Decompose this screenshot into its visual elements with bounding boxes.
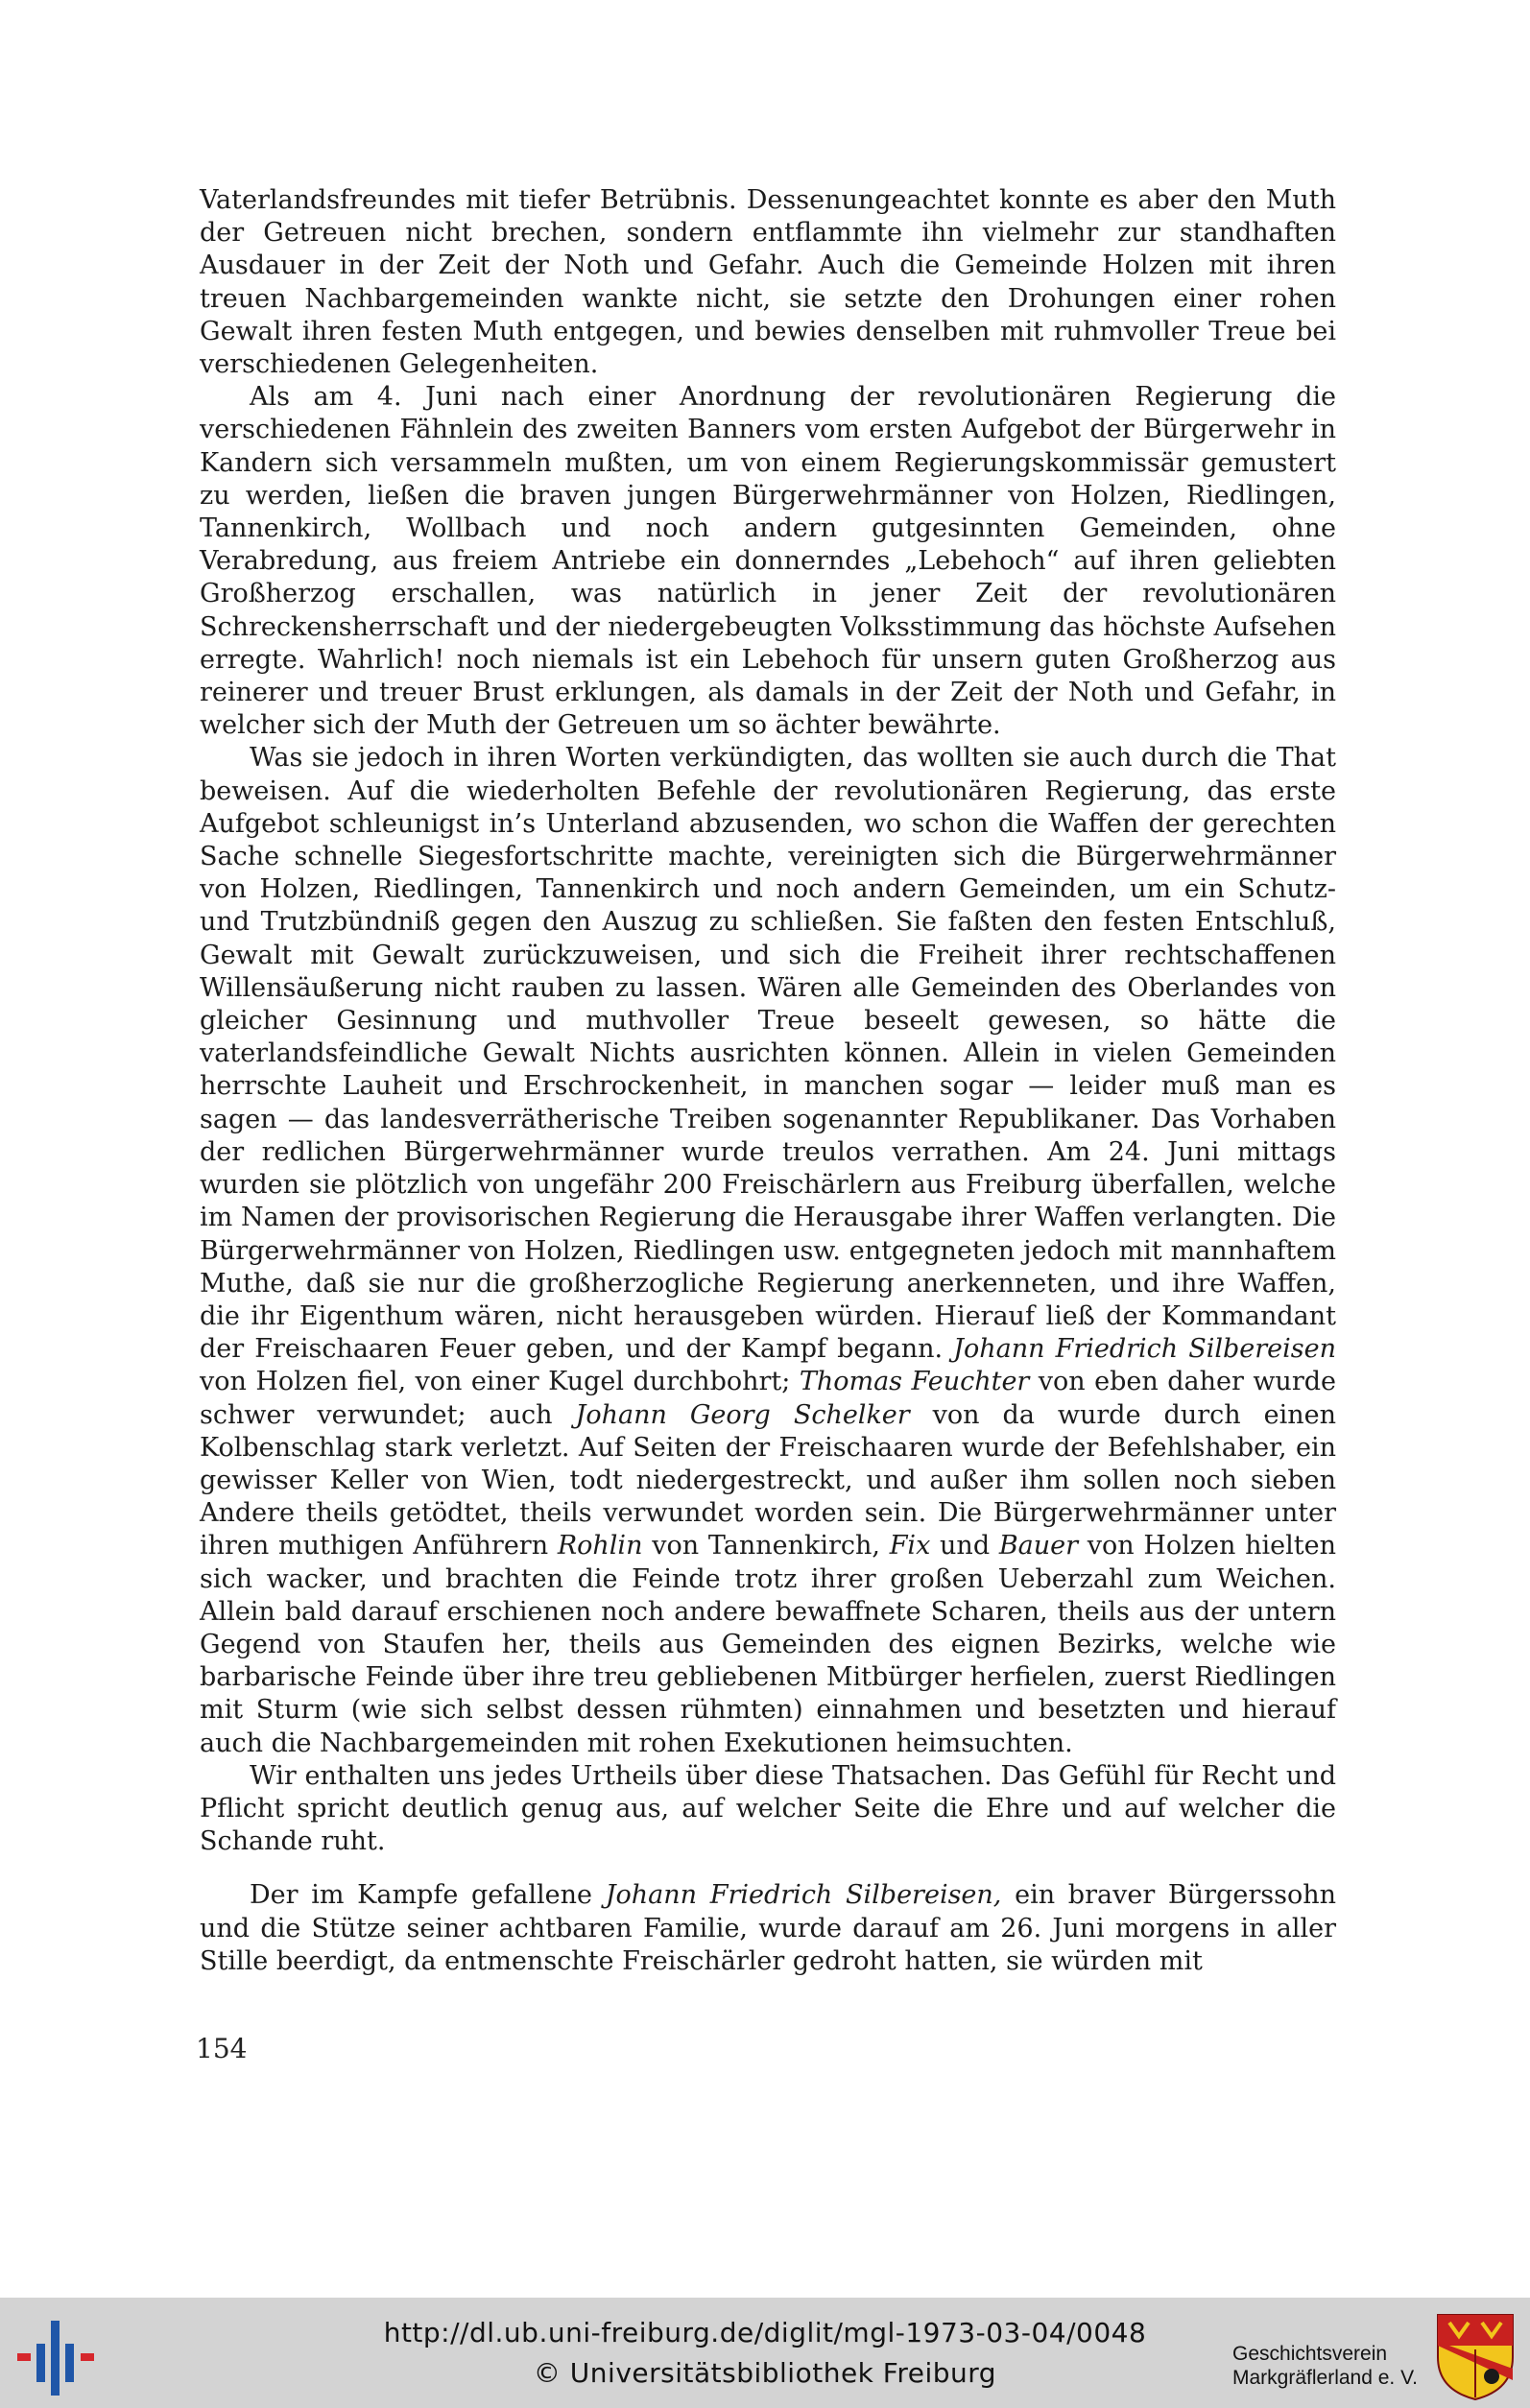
text-run: Der im Kampfe gefallene: [250, 1880, 606, 1911]
text-run: von Tannenkirch,: [642, 1531, 890, 1562]
italic-name: Fix: [889, 1531, 931, 1562]
italic-name: Thomas Feuchter: [799, 1367, 1030, 1397]
italic-name: Rohlin: [557, 1531, 643, 1562]
text-run: von Holzen fiel, von einer Kugel durchbohrt;: [200, 1367, 800, 1397]
society-name-line-2: Markgräflerland e. V.: [1232, 2367, 1418, 2389]
text-run: Als am 4. Juni nach einer Anordnung der revolutionären Regierung die verschiedenen Fähnlein des zweiten Banners vom ersten Aufgebot der Bürgerwehr in Kandern sich versammeln mußten, um von einem Regierungskommissär gemustert zu werden, ließen die braven jungen Bürgerwehrmänner von Holzen, Riedlingen, Tannenkirch, Wollbach und noch andern gutgesinnten Gemeinden, ohne Verabredung, aus freiem Antriebe ein donnerndes „Lebehoch“ auf ihren geliebten Großherzog erschallen, was natürlich in jener Zeit der revolutionären Schreckensherrschaft und der niedergebeugten Volksstimmung das höchste Aufsehen erregte. Wahrlich! noch niemals ist ein Lebehoch für unsern guten Großherzog aus reinerer und treuer Brust erklungen, als damals in der Zeit der Noth und Gefahr, in welcher sich der Muth der Getreuen um so ächter bewährte.: [200, 382, 1336, 741]
footer-bar: [0, 2298, 1530, 2408]
italic-name: Bauer: [998, 1531, 1079, 1562]
body-text: [200, 184, 1336, 1978]
text-run: Was sie jedoch in ihren Worten verkündigten, das wollten sie auch durch die That beweisen. Auf die wiederholten Befehle der revolutionären Regierung, das erste Aufgebot schleunigst in’s Unterland abzusenden, wo schon die Waffen der gerechten Sache schnelle Siegesfortschritte machte, vereinigten sich die Bürgerwehrmänner von Holzen, Riedlingen, Tannenkirch und noch andern Gemeinden, um ein Schutz- und Trutzbündniß gegen den Auszug zu schließen. Sie faßten den festen Entschluß, Gewalt mit Gewalt zurückzuweisen, und sich die Freiheit ihrer rechtschaffenen Willensäußerung nicht rauben zu lassen. Wären alle Gemeinden des Oberlandes von gleicher Gesinnung und muthvoller Treue beseelt gewesen, so hätte die vaterlandsfeindliche Gewalt Nichts ausrichten können. Allein in vielen Gemeinden herrschte Lauheit und Erschrockenheit, in manchen sogar — leider muß man es sagen — das landesverrätherische Treiben sogenannter Republikaner. Das Vorhaben der redlichen Bürgerwehrmänner wurde treulos verrathen. Am 24. Juni mittags wurden sie plötzlich von ungefähr 200 Freischärlern aus Freiburg überfallen, welche im Namen der provisorischen Regierung die Herausgabe ihrer Waffen verlangten. Die Bürgerwehrmänner von Holzen, Riedlingen usw. entgegneten jedoch mit mannhaftem Muthe, daß sie nur die großherzogliche Regierung anerkenneten, und ihre Waffen, die ihr Eigenthum wären, nicht herausgeben würden. Hierauf ließ der Kommandant der Freischaaren Feuer geben, und der Kampf begann.: [200, 743, 1336, 1365]
paragraph: [200, 742, 1336, 1759]
document-url-link[interactable]: http://dl.ub.uni-freiburg.de/diglit/mgl-1973-03-04/0048: [383, 2317, 1147, 2348]
italic-name: Johann Friedrich Silbereisen: [953, 1334, 1337, 1365]
paragraph: [200, 1760, 1336, 1859]
text-run: ein braver Bürgerssohn und die Stütze seiner achtbaren Familie, wurde darauf am 26. Juni morgens in aller Stille beerdigt, da entmenschte Freischärler gedroht hatten, sie würden mit: [200, 1880, 1336, 1976]
paragraph: [200, 381, 1336, 742]
paragraph: [200, 1879, 1336, 1978]
italic-name: Johann Georg Schelker: [575, 1399, 910, 1430]
text-run: Wir enthalten uns jedes Urtheils über diese Thatsachen. Das Gefühl für Recht und Pflicht spricht deutlich genug aus, auf welcher Seite die Ehre und auf welcher die Schande ruht.: [200, 1760, 1336, 1857]
society-name-line-1: Geschichtsverein: [1232, 2343, 1388, 2365]
page-number: 154: [196, 2033, 248, 2064]
paragraph: [200, 184, 1336, 381]
coat-of-arms-icon[interactable]: [1436, 2313, 1515, 2401]
society-name: [1232, 2342, 1424, 2390]
copyright-text: © Universitätsbibliothek Freiburg: [533, 2357, 997, 2389]
text-run: von eben daher wurde schwer verwundet; auch: [200, 1367, 1336, 1430]
text-run: von Holzen hielten sich wacker, und brachten die Feinde trotz ihrer großen Ueberzahl zum Weichen. Allein bald darauf erschienen noch andere bewaffnete Scharen, theils aus der untern Gegend von Staufen her, theils aus Gemeinden des eignen Bezirks, welche wie barbarische Feinde über ihre treu gebliebenen Mitbürger herfielen, zuerst Riedlingen mit Sturm (wie sich selbst dessen rühmten) einnahmen und besetzten und hierauf auch die Nachbargemeinden mit rohen Exekutionen heimsuchten.: [200, 1531, 1336, 1758]
text-run: Vaterlandsfreundes mit tiefer Betrübnis. Dessenungeachtet konnte es aber den Muth der Getreuen nicht brechen, sondern entflammte ihn vielmehr zur standhaften Ausdauer in der Zeit der Noth und Gefahr. Auch die Gemeinde Holzen mit ihren treuen Nachbargemeinden wankte nicht, sie setzte den Drohungen einer rohen Gewalt ihren festen Muth entgegen, und bewies denselben mit ruhmvoller Treue bei verschiedenen Gelegenheiten.: [200, 185, 1336, 380]
text-run: von da wurde durch einen Kolbenschlag stark verletzt. Auf Seiten der Freischaaren wurde der Befehlshaber, ein gewisser Keller von Wien, todt niedergestreckt, und außer ihm sollen noch sieben Andere theils getödtet, theils verwundet worden sein. Die Bürgerwehrmänner unter ihren muthigen Anführern: [200, 1399, 1336, 1562]
text-run: und: [930, 1531, 999, 1562]
italic-name: Johann Friedrich Silbereisen,: [605, 1880, 1002, 1911]
